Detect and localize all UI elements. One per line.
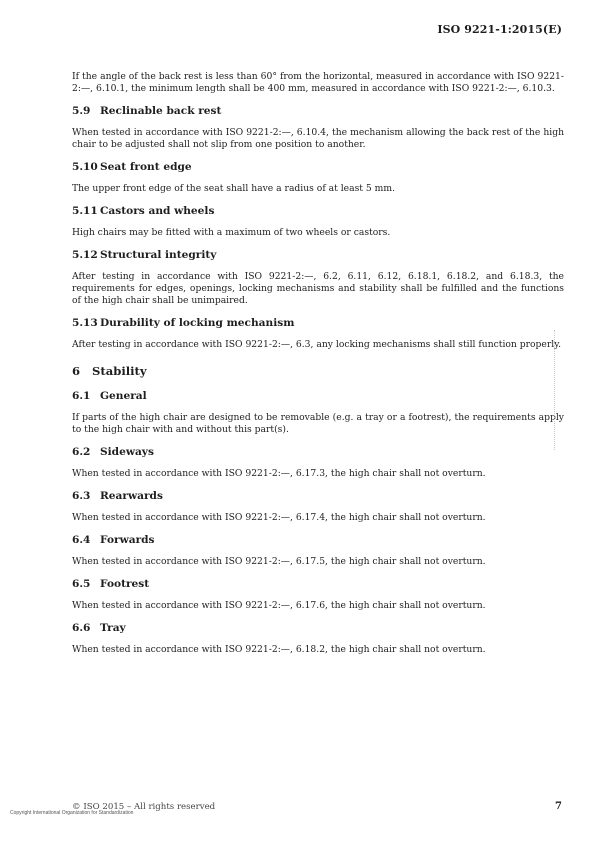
page-content <box>72 71 564 656</box>
section-heading-5-9 <box>72 105 564 118</box>
section-title: General <box>100 390 147 402</box>
section-title: Sideways <box>100 446 154 458</box>
watermark: Copyright International Organization for Standardization <box>10 810 134 816</box>
section-title: Reclinable back rest <box>100 105 222 117</box>
section-text-6-6: When tested in accordance with ISO 9221-2:—, 6.18.2, the high chair shall not overturn. <box>72 644 486 655</box>
section-number: 6.1 <box>72 390 91 402</box>
section-heading-6-6 <box>72 622 564 635</box>
section-text-5-13: After testing in accordance with ISO 9221-2:—, 6.3, any locking mechanisms shall still function properly. <box>72 339 562 350</box>
chapter-title: Stability <box>92 364 147 378</box>
chapter-number: 6 <box>72 364 81 378</box>
section-number: 6.4 <box>72 534 91 546</box>
section-heading-6-4 <box>72 534 564 547</box>
section-number: 6.3 <box>72 490 91 502</box>
section-number: 5.13 <box>72 317 98 329</box>
section-text-5-9: When tested in accordance with ISO 9221-2:—, 6.10.4, the mechanism allowing the back rest of the high chair to be adjusted shall not slip from one position to another. <box>72 127 564 150</box>
section-heading-5-10 <box>72 161 564 174</box>
page-number: 7 <box>555 801 562 812</box>
section-title: Castors and wheels <box>100 205 215 217</box>
section-number: 5.11 <box>72 205 98 217</box>
chapter-heading-6 <box>72 365 564 378</box>
section-heading-6-5 <box>72 578 564 591</box>
section-title: Durability of locking mechanism <box>100 317 295 329</box>
section-title: Rearwards <box>100 490 163 502</box>
section-number: 5.12 <box>72 249 98 261</box>
section-text-6-1: If parts of the high chair are designed to be removable (e.g. a tray or a footrest), the requirements apply to the high chair with and without this part(s). <box>72 412 564 435</box>
document-id: ISO 9221-1:2015(E) <box>437 23 562 36</box>
section-text-6-4: When tested in accordance with ISO 9221-2:—, 6.17.5, the high chair shall not overturn. <box>72 556 486 567</box>
section-number: 5.9 <box>72 105 91 117</box>
section-title: Structural integrity <box>100 249 217 261</box>
section-number: 6.2 <box>72 446 91 458</box>
section-heading-5-11 <box>72 205 564 218</box>
section-heading-6-1 <box>72 390 564 403</box>
section-title: Tray <box>100 622 126 634</box>
section-heading-6-3 <box>72 490 564 503</box>
section-number: 6.5 <box>72 578 91 590</box>
section-text-6-2: When tested in accordance with ISO 9221-2:—, 6.17.3, the high chair shall not overturn. <box>72 468 486 479</box>
section-text-5-12: After testing in accordance with ISO 9221-2:—, 6.2, 6.11, 6.12, 6.18.1, 6.18.2, and 6.18.3, the requirements for edges, openings, locking mechanisms and stability shall be fulfilled and the functions of the high chair shall be unimpaired. <box>72 271 564 306</box>
section-heading-5-13 <box>72 317 564 330</box>
section-heading-5-12 <box>72 249 564 262</box>
section-number: 6.6 <box>72 622 91 634</box>
section-title: Footrest <box>100 578 150 590</box>
section-text-6-5: When tested in accordance with ISO 9221-2:—, 6.17.6, the high chair shall not overturn. <box>72 600 486 611</box>
intro-paragraph: If the angle of the back rest is less than 60° from the horizontal, measured in accordance with ISO 9221-2:—, 6.10.1, the minimum length shall be 400 mm, measured in accordance with ISO 9221-2:—, 6.10.3. <box>72 71 564 94</box>
section-number: 5.10 <box>72 161 98 173</box>
section-title: Seat front edge <box>100 161 192 173</box>
section-heading-6-2 <box>72 446 564 459</box>
change-marker-line <box>554 330 557 450</box>
section-text-5-10: The upper front edge of the seat shall have a radius of at least 5 mm. <box>72 183 396 194</box>
section-text-6-3: When tested in accordance with ISO 9221-2:—, 6.17.4, the high chair shall not overturn. <box>72 512 486 523</box>
section-text-5-11: High chairs may be fitted with a maximum of two wheels or castors. <box>72 227 391 238</box>
copyright-notice: © ISO 2015 – All rights reserved <box>72 802 216 812</box>
section-title: Forwards <box>100 534 155 546</box>
